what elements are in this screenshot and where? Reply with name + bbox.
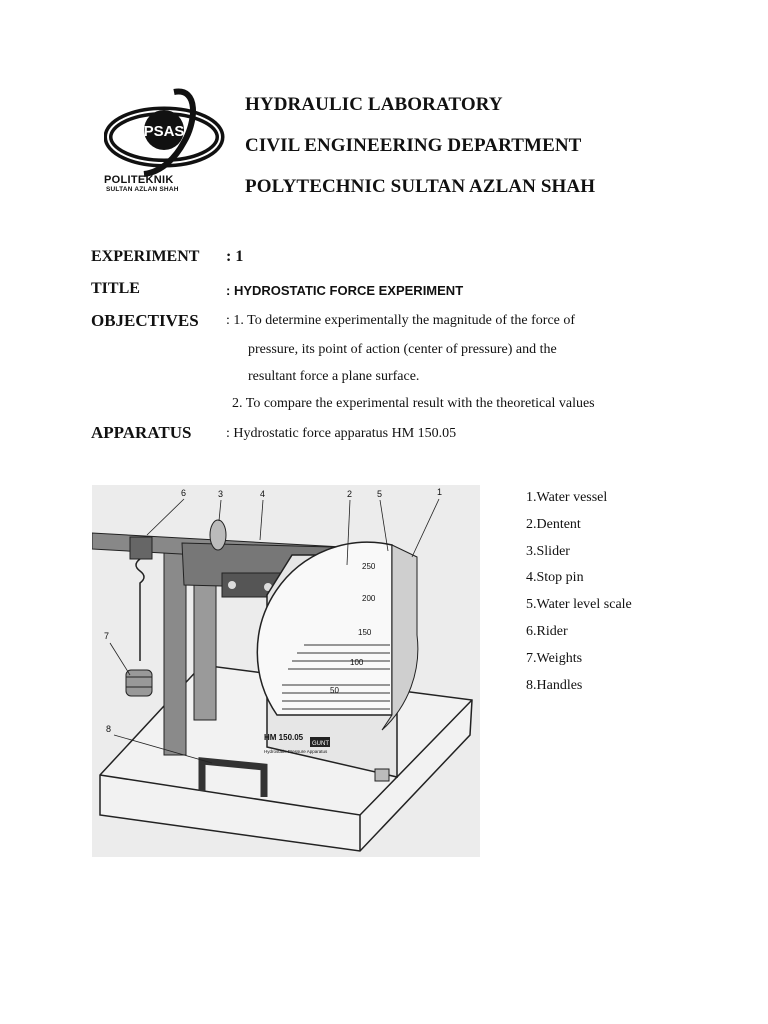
- header-department: CIVIL ENGINEERING DEPARTMENT: [245, 135, 582, 156]
- objective-1-line-1: : 1. To determine experimentally the magnitude of the force of: [226, 313, 576, 328]
- svg-text:PSAS: PSAS: [143, 123, 185, 140]
- svg-text:Hydrostatic Pressure Apparatus: Hydrostatic Pressure Apparatus: [264, 749, 328, 754]
- svg-text:3: 3: [218, 489, 224, 499]
- experiment-value: : 1: [226, 248, 244, 265]
- svg-text:200: 200: [362, 594, 376, 603]
- title-label: TITLE: [91, 280, 140, 297]
- list-item: 5.Water level scale: [526, 597, 632, 613]
- objectives-label: OBJECTIVES: [91, 311, 199, 330]
- institution-logo: [104, 82, 226, 194]
- svg-text:250: 250: [362, 562, 376, 571]
- apparatus-label: APPARATUS: [91, 423, 192, 442]
- list-item: 4.Stop pin: [526, 570, 584, 586]
- svg-text:50: 50: [330, 686, 339, 695]
- experiment-label: EXPERIMENT: [91, 248, 200, 265]
- objective-1-line-2: pressure, its point of action (center of pressure) and the: [248, 342, 557, 357]
- svg-text:4: 4: [260, 489, 266, 499]
- parts-list: [526, 489, 632, 703]
- svg-text:150: 150: [358, 628, 372, 637]
- svg-text:GUNT: GUNT: [312, 741, 329, 747]
- svg-text:2: 2: [347, 489, 353, 499]
- svg-text:HM 150.05: HM 150.05: [264, 733, 304, 742]
- apparatus-value: : Hydrostatic force apparatus HM 150.05: [226, 426, 457, 441]
- list-item: 8.Handles: [526, 677, 583, 693]
- svg-text:1: 1: [437, 487, 443, 497]
- list-item: 7.Weights: [526, 650, 583, 666]
- psas-emblem-icon: [104, 82, 226, 177]
- svg-text:8: 8: [106, 724, 112, 734]
- title-value: : HYDROSTATIC FORCE EXPERIMENT: [226, 283, 464, 298]
- svg-text:7: 7: [104, 631, 110, 641]
- apparatus-diagram: [92, 485, 480, 857]
- header-laboratory: HYDRAULIC LABORATORY: [245, 94, 503, 115]
- svg-text:6: 6: [181, 488, 187, 498]
- objective-1-line-3: resultant force a plane surface.: [248, 369, 420, 384]
- list-item: 1.Water vessel: [526, 490, 608, 505]
- svg-text:100: 100: [350, 658, 364, 667]
- list-item: 6.Rider: [526, 623, 568, 639]
- hydrostatic-apparatus-drawing: [92, 485, 480, 857]
- objective-2: 2. To compare the experimental result with the theoretical values: [232, 396, 595, 411]
- list-item: 2.Dentent: [526, 516, 581, 532]
- logo-text-politeknik: POLITEKNIK: [104, 174, 174, 186]
- header-institution: POLYTECHNIC SULTAN AZLAN SHAH: [245, 176, 596, 197]
- svg-text:5: 5: [377, 489, 383, 499]
- logo-text-sultan-azlan-shah: SULTAN AZLAN SHAH: [106, 186, 179, 193]
- list-item: 3.Slider: [526, 543, 570, 559]
